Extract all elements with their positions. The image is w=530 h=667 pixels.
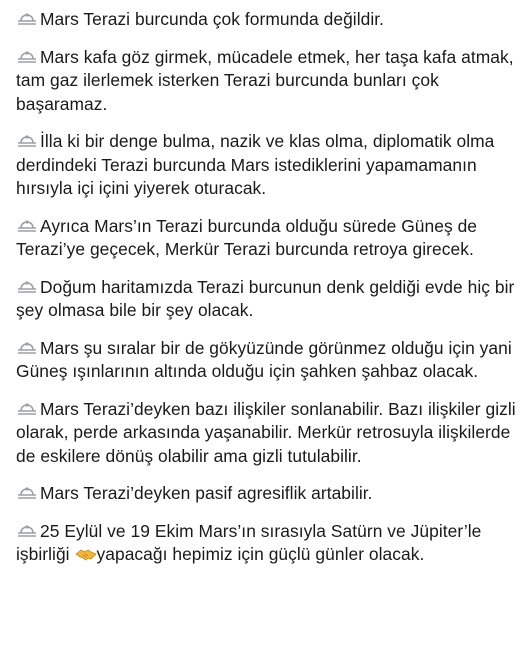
libra-icon xyxy=(16,217,38,234)
libra-icon xyxy=(16,10,38,27)
libra-icon xyxy=(16,339,38,356)
paragraph-2 xyxy=(16,46,516,117)
paragraph-text-after: yapacağı hepimiz için güçlü günler olacak. xyxy=(96,544,425,564)
paragraph-9 xyxy=(16,520,516,567)
paragraph-5 xyxy=(16,276,516,323)
paragraph-text-before: 25 Eylül ve 19 Ekim Mars’ın sırasıyla Satürn ve Jüpiter’le işbirliği xyxy=(16,520,482,564)
paragraph-text: Mars Terazi burcunda çok formunda değildir. xyxy=(40,9,385,29)
paragraph-8 xyxy=(16,482,516,506)
libra-icon xyxy=(16,132,38,149)
paragraph-text: Mars Terazi’deyken pasif agresiflik artabilir. xyxy=(40,483,373,503)
post-body xyxy=(16,0,516,581)
paragraph-1 xyxy=(16,8,516,32)
paragraph-text: Mars Terazi’deyken bazı ilişkiler sonlanabilir. Bazı ilişkiler gizli olarak, perde arkasında yaşanabilir. Merkür retrosuyla ilişkilerde de eskilere dönüş olabilir ama gizli tutulabilir. xyxy=(16,398,516,466)
handshake-icon xyxy=(75,546,97,562)
paragraph-text: Doğum haritamızda Terazi burcunun denk geldiği evde hiç bir şey olmasa bile bir şey olacak. xyxy=(16,276,515,320)
libra-icon xyxy=(16,278,38,295)
paragraph-text: Ayrıca Mars’ın Terazi burcunda olduğu sürede Güneş de Terazi’ye geçecek, Merkür Terazi burcunda retroya girecek. xyxy=(16,215,478,259)
libra-icon xyxy=(16,522,38,539)
paragraph-4 xyxy=(16,215,516,262)
paragraph-6 xyxy=(16,337,516,384)
libra-icon xyxy=(16,484,38,501)
paragraph-7 xyxy=(16,398,516,469)
libra-icon xyxy=(16,400,38,417)
paragraph-text: Mars kafa göz girmek, mücadele etmek, her taşa kafa atmak, tam gaz ilerlemek isterken Terazi burcunda bunları çok başaramaz. xyxy=(16,46,514,114)
paragraph-text: Mars şu sıralar bir de gökyüzünde görünmez olduğu için yani Güneş ışınlarının altında olduğu için şahken şahbaz olacak. xyxy=(16,337,512,381)
paragraph-3 xyxy=(16,130,516,201)
libra-icon xyxy=(16,48,38,65)
paragraph-text: İlla ki bir denge bulma, nazik ve klas olma, diplomatik olma derdindeki Terazi burcunda Mars istediklerini yapamamanın hırsıyla içi içini yiyerek oturacak. xyxy=(16,131,495,198)
